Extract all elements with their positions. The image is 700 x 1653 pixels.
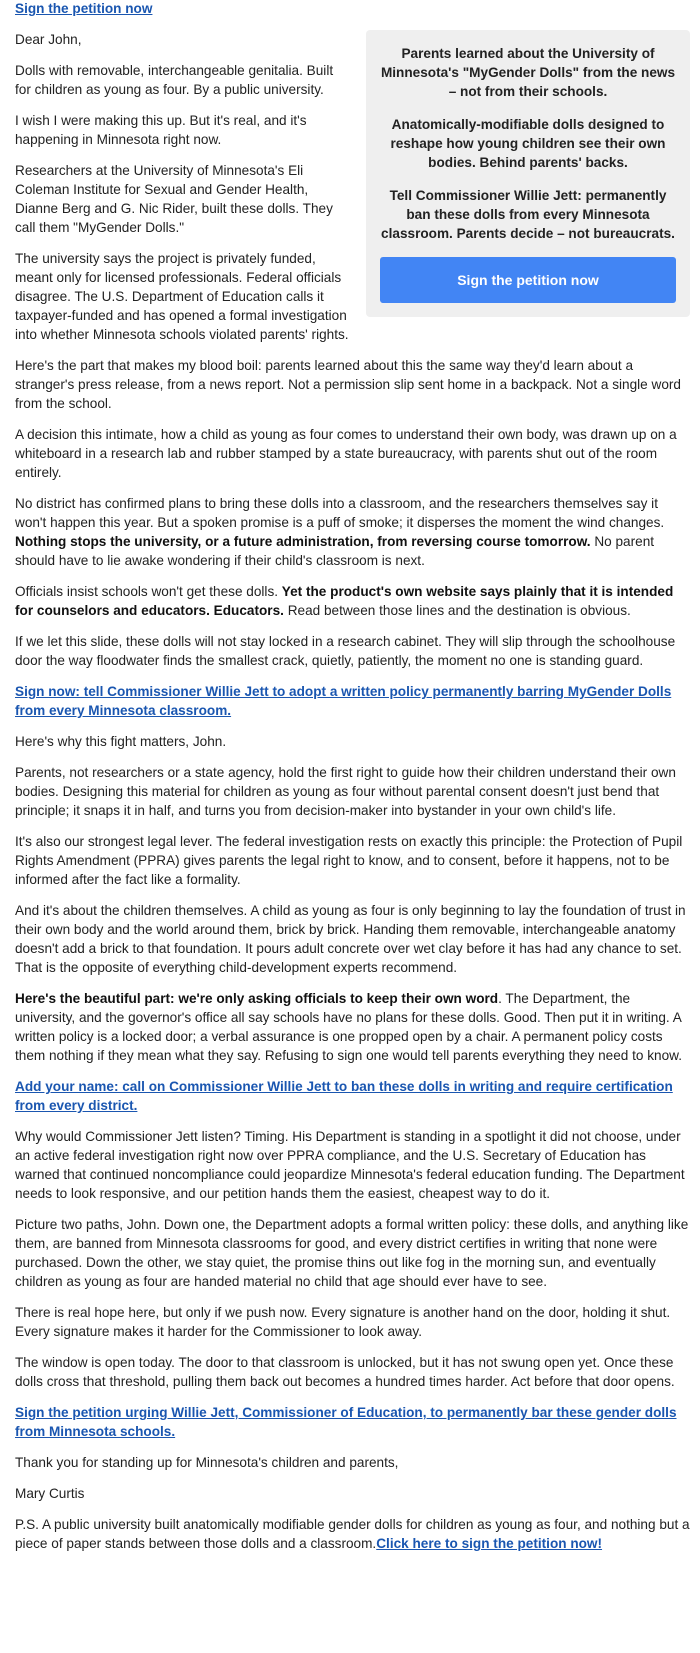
sign-petition-link-2[interactable]: Add your name: call on Commissioner Willie Jett to ban these dolls in writing and require certification from every district.: [15, 1079, 673, 1113]
signature-name: Mary Curtis: [15, 1486, 85, 1501]
link-paragraph: [15, 1077, 690, 1115]
paragraph: A decision this intimate, how a child as young as four comes to understand their own body, was drawn up on a whiteboard in a research lab and rubber stamped by a state bureaucracy, with parents shut out of the room entirely.: [15, 427, 677, 480]
postscript-petition-link[interactable]: Click here to sign the petition now!: [376, 1536, 603, 1551]
link-paragraph: [15, 682, 690, 720]
sign-petition-link-3[interactable]: Sign the petition urging Willie Jett, Commissioner of Education, to permanently bar these gender dolls from Minnesota schools.: [15, 1405, 677, 1439]
paragraph: Dolls with removable, interchangeable genitalia. Built for children as young as four. By a public university.: [15, 63, 334, 97]
paragraph: The window is open today. The door to that classroom is unlocked, but it has not swung open yet. Once these dolls cross that threshold, pulling them back out becomes a hundred times harder. Act before that door opens.: [15, 1355, 675, 1389]
text-segment: Officials insist schools won't get these dolls.: [15, 584, 282, 599]
paragraph: It's also our strongest legal lever. The federal investigation rests on exactly this principle: the Protection of Pupil Rights Amendment (PPRA) gives parents the legal right to know, and to consent, before it happens, not to be informed after the fact like a formality.: [15, 834, 683, 887]
text-segment: . The Department, the university, and the governor's office all say schools have no plans for these dolls. Good. Then put it in writing. A written policy is a locked door; a verbal assurance is one propped open by a chair. A permanent policy costs them nothing if they mean what they say. Refusing to sign one would tell parents everything they need to know.: [15, 991, 682, 1063]
callout-text-2: Anatomically-modifiable dolls designed to reshape how young children see their own bodies. Behind parents' backs.: [390, 117, 666, 170]
email-body: [15, 0, 690, 1565]
paragraph: [15, 582, 690, 620]
postscript: [15, 1515, 690, 1553]
petition-callout-box: [366, 30, 690, 317]
paragraph: I wish I were making this up. But it's real, and it's happening in Minnesota right now.: [15, 113, 307, 147]
paragraph: If we let this slide, these dolls will not stay locked in a research cabinet. They will slip through the schoolhouse door the way floodwater finds the smallest crack, quietly, patiently, the moment no one is standing guard.: [15, 634, 676, 668]
bold-text: Nothing stops the university, or a future administration, from reversing course tomorrow.: [15, 534, 591, 549]
paragraph: Here's the part that makes my blood boil: parents learned about this the same way they'd learn about a stranger's press release, from a news report. Not a permission slip sent home in a backpack. Not a single word from the school.: [15, 358, 681, 411]
link-paragraph: [15, 1403, 690, 1441]
closing-line: Thank you for standing up for Minnesota's children and parents,: [15, 1455, 399, 1470]
paragraph: Researchers at the University of Minnesota's Eli Coleman Institute for Sexual and Gender Health, Dianne Berg and G. Nic Rider, built these dolls. They call them "MyGender Dolls.": [15, 163, 333, 235]
paragraph: Why would Commissioner Jett listen? Timing. His Department is standing in a spotlight it did not choose, under an active federal investigation right now over PPRA compliance, and the U.S. Secretary of Education has warned that continued noncompliance could jeopardize Minnesota's federal education funding. The Department needs to look responsive, and our petition hands them the easiest, cheapest way to do it.: [15, 1129, 685, 1201]
greeting: Dear John,: [15, 32, 82, 47]
paragraph: Here's why this fight matters, John.: [15, 734, 227, 749]
bold-text: Here's the beautiful part: we're only asking officials to keep their own word: [15, 991, 499, 1006]
paragraph: And it's about the children themselves. A child as young as four is only beginning to lay the foundation of trust in their own body and the world around them, brick by brick. Handing them removable, interchangeable anatomy doesn't add a brick to that foundation. It pours adult concrete over wet clay before it has had any chance to set. That is the opposite of everything child-development experts recommend.: [15, 903, 686, 975]
text-segment: No parent should have to lie awake wondering if their child's classroom is next.: [15, 534, 655, 568]
text-segment: No district has confirmed plans to bring these dolls into a classroom, and the researchers themselves say it won't happen this year. But a spoken promise is a puff of smoke; it disperses the moment the wind changes.: [15, 496, 665, 530]
paragraph: Parents, not researchers or a state agency, hold the first right to guide how their children understand their own bodies. Designing this material for children as young as four without parental consent doesn't just bend that principle; it snaps it in half, and turns you from decision-maker into bystander in your own child's life.: [15, 765, 676, 818]
bold-text: Yet the product's own website says plainly that it is intended for counselors and educators. Educators.: [15, 584, 674, 618]
paragraph: Picture two paths, John. Down one, the Department adopts a formal written policy: these dolls, and anything like them, are banned from Minnesota classrooms for good, and every district certifies in writing that none were purchased. Down the other, we stay quiet, the promise thins out like fog in the morning sun, and eventually children as young as four are handed material no child that age should ever have to see.: [15, 1217, 689, 1289]
text-segment: Read between those lines and the destination is obvious.: [283, 603, 631, 618]
paragraph: [15, 989, 690, 1065]
paragraph: [15, 494, 690, 570]
paragraph: The university says the project is privately funded, meant only for licensed professionals. Federal officials disagree. The U.S. Department of Education calls it taxpayer-funded and has opened a formal investigation into whether Minnesota schools violated parents' rights.: [15, 251, 349, 342]
sign-petition-button[interactable]: Sign the petition now: [380, 257, 676, 303]
sign-petition-link-1[interactable]: Sign now: tell Commissioner Willie Jett to adopt a written policy permanently barring MyGender Dolls from every Minnesota classroom.: [15, 684, 672, 718]
callout-text-1: Parents learned about the University of Minnesota's "MyGender Dolls" from the news – not from their schools.: [380, 46, 676, 99]
postscript-text: P.S. A public university built anatomically modifiable gender dolls for children as young as four, and nothing but a piece of paper stands between those dolls and a classroom.: [15, 1517, 690, 1551]
sign-petition-top-link[interactable]: Sign the petition now: [15, 1, 153, 16]
paragraph: There is real hope here, but only if we push now. Every signature is another hand on the door, holding it shut. Every signature makes it harder for the Commissioner to look away.: [15, 1305, 671, 1339]
callout-text-3: Tell Commissioner Willie Jett: permanently ban these dolls from every Minnesota classroom. Parents decide – not bureaucrats.: [381, 188, 675, 241]
